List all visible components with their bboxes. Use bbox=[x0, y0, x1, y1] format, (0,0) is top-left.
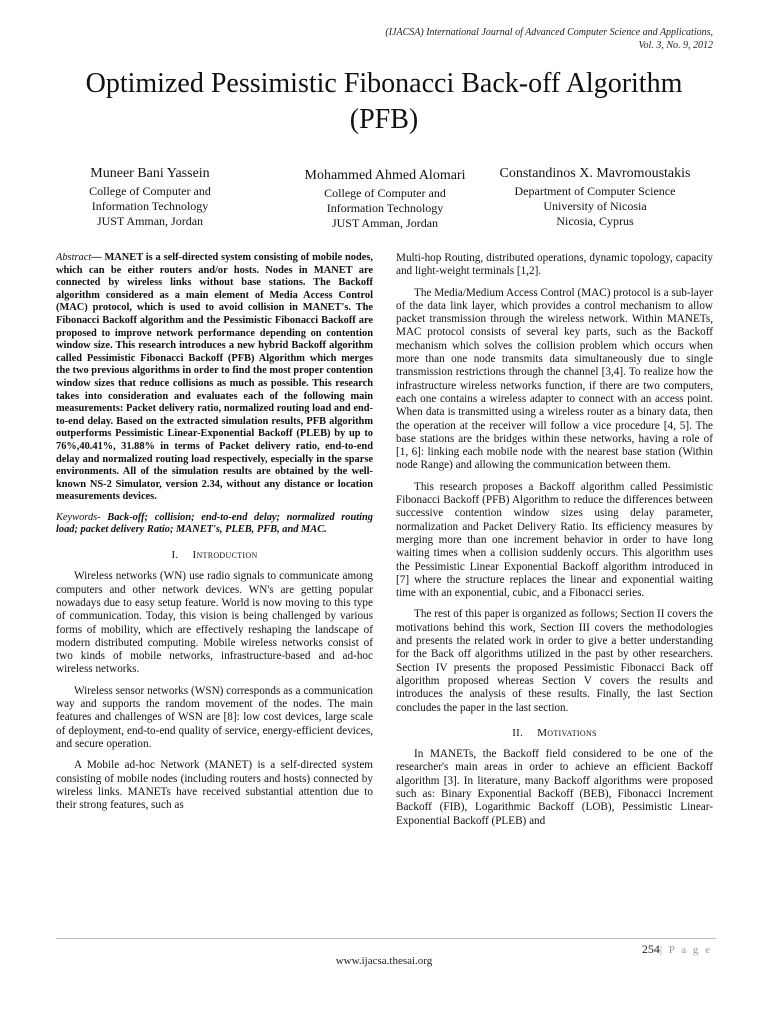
author-1 bbox=[70, 165, 230, 229]
keywords bbox=[56, 512, 373, 537]
right-column bbox=[396, 252, 713, 836]
body-paragraph: A Mobile ad-hoc Network (MANET) is a self-directed system consisting of mobile nodes (including routers and hosts) connected by wireless links. MANETs have received substantial attention due to their strong features, such as bbox=[56, 759, 373, 812]
section-number: I. bbox=[171, 549, 179, 562]
body-paragraph: Multi-hop Routing, distributed operations, dynamic topology, capacity and light-weight terminals [1,2]. bbox=[396, 252, 713, 278]
journal-name: (IJACSA) International Journal of Advanced Computer Science and Applications, bbox=[385, 27, 713, 38]
author-name: Muneer Bani Yassein bbox=[90, 166, 210, 181]
body-paragraph: In MANETs, the Backoff field considered to be one of the researcher's main areas in order to achieve an efficient Backoff algorithm [3]. In literature, many Backoff algorithms were proposed such as: Binary Exponential Backoff (BEB), Fibonacci Increment Backoff (FIB), Logarithmic Backoff (LOB), Pessimistic Linear-Exponential Backoff (PLEB) and bbox=[396, 748, 713, 827]
journal-volume: Vol. 3, No. 9, 2012 bbox=[638, 40, 713, 51]
author-name: Constandinos X. Mavromoustakis bbox=[499, 166, 691, 181]
section-heading-introduction bbox=[56, 549, 373, 562]
body-paragraph: Wireless networks (WN) use radio signals to communicate among computers and other network devices. WN's are getting popular nowadays due to easy setup feature. World is now moving to this type of communication. Today, this vision is being challenged by various forms of mobility, which are effectively reshaping the landscape of modern distributed computing. Mobile wireless networks consist of two kinds of mobile networks, infrastructure-based and ad-hoc wireless networks. bbox=[56, 570, 373, 676]
author-affiliation: College of Computer and bbox=[89, 184, 211, 198]
author-name: Mohammed Ahmed Alomari bbox=[304, 168, 466, 183]
footer-divider bbox=[56, 938, 716, 939]
author-2 bbox=[290, 167, 480, 231]
paper-title: Optimized Pessimistic Fibonacci Back-off Algorithm (PFB) bbox=[85, 68, 683, 135]
author-affiliation: Department of Computer Science bbox=[514, 184, 676, 198]
keywords-lead: Keywords- bbox=[56, 511, 101, 523]
journal-header bbox=[253, 26, 713, 52]
author-affiliation: JUST Amman, Jordan bbox=[331, 216, 439, 230]
left-column bbox=[56, 252, 373, 820]
author-affiliation: Nicosia, Cyprus bbox=[556, 214, 634, 228]
page-label: | P a g e bbox=[659, 944, 712, 956]
body-paragraph: The rest of this paper is organized as follows; Section II covers the motivations behind this work, Section III covers the methodologies and presents the related work in order to give a better understanding for the Back off algorithms utilized in the past by other researchers. Section IV presents the proposed Pessimistic Fibonacci Back off algorithm proposed whereas Section V covers the results and introduces the analysis of these results. Finally, the last Section concludes the paper in the last section. bbox=[396, 608, 713, 714]
keywords-text: Back-off; collision; end-to-end delay; normalized routing load; packet delivery Ratio; MANET's, PLEB, PFB, and MAC. bbox=[56, 511, 373, 536]
author-affiliation: Information Technology bbox=[326, 201, 444, 215]
authors-block bbox=[0, 165, 768, 235]
page-number-value: 254 bbox=[641, 942, 660, 956]
body-paragraph: This research proposes a Backoff algorithm called Pessimistic Fibonacci Backoff (PFB) Algorithm to reduce the differences between successive contention window sizes using delay parameter, normalization and Packet Delivery Ratio. Its efficiency measures by merging more than one increment behavior in order to have long waiting times when a collision suddenly occurs. This algorithm uses the Pessimistic Linear Exponential Backoff algorithm introduced in [7] where the structure replaces the linear and exponential waiting time with an exponential, cubic, and a Fibonacci series. bbox=[396, 480, 713, 600]
author-affiliation: JUST Amman, Jordan bbox=[96, 214, 204, 228]
abstract-lead: Abstract bbox=[56, 252, 92, 263]
body-paragraph: Wireless sensor networks (WSN) corresponds as a communication way and supports the random movement of the nodes. The main features and challenges of WSN are [8]: low cost devices, large scale of deployment, end-to-end quality of service, energy-efficient devices, and secure operation. bbox=[56, 684, 373, 750]
journal-website: www.ijacsa.thesai.org bbox=[335, 955, 433, 967]
section-title: Introduction bbox=[192, 549, 258, 562]
section-title: Motivations bbox=[537, 726, 597, 739]
abstract bbox=[56, 252, 373, 504]
author-affiliation: Information Technology bbox=[91, 199, 209, 213]
abstract-text: — MANET is a self-directed system consisting of mobile nodes, which can be either routers and/or hosts. Nodes in MANET are connected by wireless links without base stations. The Backoff algorithm considered as a main element of Media Access Control (MAC) protocol, which is used to avoid collision in MANET's. The Fibonacci Backoff algorithm and the Pessimistic Fibonacci Backoff are proposed to improve network performance depending on contention window size. This research introduces a new hybrid Backoff algorithm called Pessimistic Fibonacci Backoff (PFB) Algorithm which merges the two previous algorithms in order to find the most proper contention window sizes that reduce collisions as much as possible. This research takes into consideration and evaluates each of the following main measurements: Packet delivery ratio, normalized routing load and end-to-end delay. Based on the extracted simulation results, PFB algorithm outperforms Pessimistic Linear-Exponential Backoff (PLEB) by up to 76%,40.41%, 31.88% in terms of Packet delivery ratio, end-to-end delay and normalized routing load respectively, especially in the sparse environments. All of the simulation results are obtained by the well-known NS-2 Simulator, version 2.34, without any distance or location measurements devices. bbox=[56, 252, 373, 503]
section-heading-motivations bbox=[396, 727, 713, 740]
author-affiliation: University of Nicosia bbox=[543, 199, 647, 213]
author-3 bbox=[480, 165, 710, 229]
section-number: II. bbox=[512, 726, 524, 739]
body-paragraph: The Media/Medium Access Control (MAC) protocol is a sub-layer of the data link layer, which provides a control mechanism to allow packet transmission through the wireless network. Within MANETs, MAC protocol consists of several key parts, such as the Backoff mechanism which solves the collision problem which occurs when more than one node transmits data simultaneously due to single transmission restrictions through the channel [3,4]. To realize how the infrastructure wireless networks function, if there are two computers, each one contains a wireless adapter to connect with an access point. When data is transmitted using a wireless router as a binary data, then the operation at the receiver will follow a vice procedure [4, 5]. The base stations are the bridges within these networks, having a role of [1, 6]: linking each mobile node with the nearest base station (Within node Range) and allowing the communication between them. bbox=[396, 286, 713, 472]
author-affiliation: College of Computer and bbox=[324, 186, 446, 200]
